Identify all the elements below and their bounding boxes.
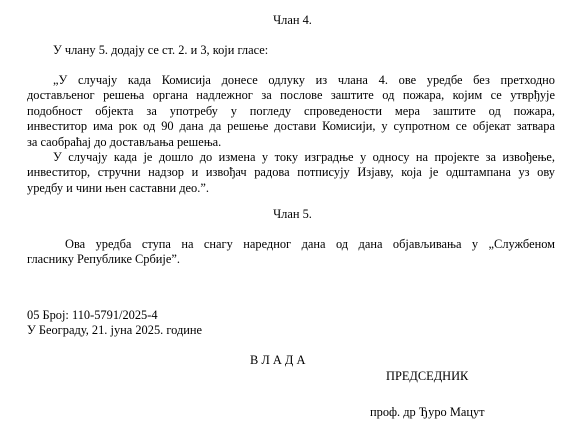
president-name: проф. др Ђуро Мацут <box>370 405 485 419</box>
place-and-date: У Београду, 21. јуна 2025. године <box>27 323 203 337</box>
article-5-heading: Члан 5. <box>273 207 312 221</box>
article-4-paragraph-2 <box>27 73 555 150</box>
article-4-paragraph-3 <box>27 150 555 196</box>
article-5-paragraph <box>27 237 555 268</box>
president-title: ПРЕДСЕДНИК <box>386 369 469 383</box>
document-number: 05 Број: 110-5791/2025-4 <box>27 308 158 322</box>
paragraph-line: Ова уредба ступа на снагу наредног дана од дана објављивања у „Службеном <box>65 237 555 251</box>
paragraph-line: „У случају када Комисија донесе одлуку из члана 4. ове уредбе без претходно <box>53 73 555 87</box>
paragraph-line: инвеститор има рок од 90 дана да решење достави Комисији, у супротном се објекат затвара <box>27 119 555 134</box>
government-label: В Л А Д А <box>250 353 306 367</box>
article-4-intro: У члану 5. додају се ст. 2. и 3, који гласе: <box>53 43 269 57</box>
paragraph-line: гласнику Републике Србије”. <box>27 252 180 267</box>
article-4-heading: Члан 4. <box>273 13 312 27</box>
paragraph-line: инвеститор, стручни надзор и извођач радова потписују Изјаву, која је одштампана уз ову <box>27 165 555 180</box>
paragraph-line: уредбу и чини њен саставни део.”. <box>27 180 209 195</box>
paragraph-line: У случају када је дошло до измена у току изградње у односу на пројекте за извођење, <box>53 150 555 164</box>
paragraph-line: подобност објекта за употребу у погледу спроведености мера заштите од пожара, <box>27 103 555 118</box>
paragraph-line: достављеног решења органа надлежног за послове заштите од пожара, којим се утврђује <box>27 88 555 103</box>
paragraph-line: за саобраћај до достављања решења. <box>27 134 222 149</box>
